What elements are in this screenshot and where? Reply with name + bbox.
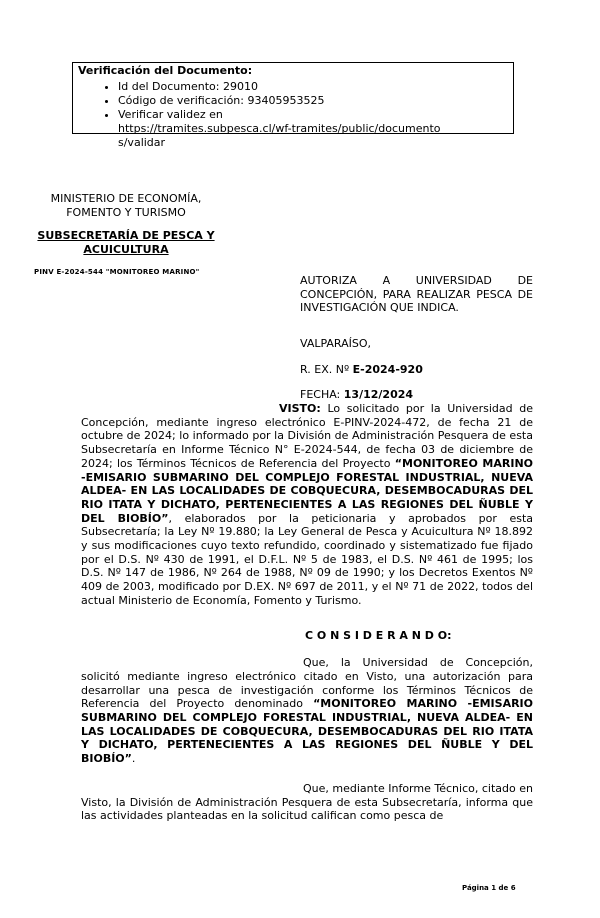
ministry-name-line1: MINISTERIO DE ECONOMÍA, [50, 192, 202, 205]
verification-item-document-id [118, 80, 512, 94]
verification-code-label: Código de verificación: [118, 94, 244, 107]
verification-list [78, 80, 512, 150]
ministry-name-line2: FOMENTO Y TURISMO [66, 206, 186, 219]
city-line: VALPARAÍSO, [300, 337, 372, 350]
considerando-heading: C O N S I D E R A N D O: [305, 628, 452, 642]
agency-name-line1: SUBSECRETARÍA DE PESCA Y [37, 229, 215, 242]
considerando-p1-intro: Que, la Universidad de Concepción, solicitó mediante ingreso electrónico citado en Visto, una autorización para desarrollar una pesca de investigación conforme los Términos Técnicos de Referencia del Proyecto denominado [81, 656, 533, 711]
considerando-p1-project-title: “MONITOREO MARINO -EMISARIO SUBMARINO DEL COMPLEJO FORESTAL INDUSTRIAL, NUEVA ALDEA- EN LAS LOCALIDADES DE COBQUECURA, DESEMBOCADURAS DEL RIO ITATA Y DICHATO, PERTENECIENTES A LAS REGIONES DEL ÑUBLE Y DEL BIOBÍO” [81, 697, 533, 766]
resolution-number-label: R. EX. Nº [300, 363, 350, 376]
resolution-number-value: E-2024-920 [352, 363, 423, 376]
visto-project-title: “MONITOREO MARINO -EMISARIO SUBMARINO DEL COMPLEJO FORESTAL INDUSTRIAL, NUEVA ALDEA- EN LAS LOCALIDADES DE COBQUECURA, DESEMBOCADURAS DEL RIO ITATA Y DICHATO, PERTENECIENTES A LAS REGIONES DEL ÑUBLE Y DEL BIOBÍO” [81, 456, 534, 525]
verify-validity-label: Verificar validez en [118, 108, 223, 121]
visto-intro-text: Lo solicitado por la Universidad de Concepción, mediante ingreso electrónico E-PINV-2024-472, de fecha 21 de octubre de 2024; lo informado por la División de Administración Pesquera de esta Subsecretaría en Informe Técnico N° E-2024-544, de fecha 03 de diciembre de 2024; los Términos Técnicos de Referencia del Proyecto [81, 402, 533, 470]
resolution-subject: AUTORIZA A UNIVERSIDAD DE CONCEPCIÓN, PARA REALIZAR PESCA DE INVESTIGACIÓN QUE INDICA. [300, 274, 533, 315]
verification-title: Verificación del Documento: [78, 64, 253, 77]
visto-label: VISTO: [279, 402, 321, 415]
agency-name-line2: ACUICULTURA [83, 243, 169, 256]
resolution-number-line [300, 363, 423, 376]
ministry-name [28, 192, 224, 220]
resolution-date-line [300, 388, 413, 401]
letterhead [28, 192, 224, 279]
verification-box [78, 63, 512, 150]
page-number-indicator: Página 1 de 6 [462, 884, 516, 892]
resolution-date-label: FECHA: [300, 388, 341, 401]
document-body [81, 402, 533, 823]
visto-outro-text: , elaborados por la peticionaria y aprobados por esta Subsecretaría; la Ley Nº 19.880; la Ley General de Pesca y Acuicultura Nº 18.892 y sus modificaciones cuyo texto refundido, coordinado y sistematizado fue fijado por el D.S. Nº 430 de 1991, el D.F.L. Nº 5 de 1983, el D.S. Nº 461 de 1995; los D.S. Nº 147 de 1986, Nº 264 de 1988, Nº 09 de 1990; y los Decretos Exentos Nº 409 de 2003, modificado por D.EX. Nº 697 de 2011, y el Nº 71 de 2022, todos del actual Ministerio de Economía, Fomento y Turismo. [81, 511, 533, 607]
verification-item-code [118, 94, 512, 108]
considerando-paragraph-1 [81, 656, 533, 766]
project-reference: PINV E-2024-544 "MONITOREO MARINO" [34, 268, 200, 276]
document-id-label: Id del Documento: [118, 80, 220, 93]
resolution-date-value: 13/12/2024 [343, 388, 414, 401]
verification-code-value: 93405953525 [247, 94, 325, 107]
verification-item-validity [118, 108, 512, 150]
agency-name [28, 229, 224, 257]
verification-url-link[interactable]: https://tramites.subpesca.cl/wf-tramites/public/documentos/validar [118, 122, 441, 149]
document-id-value: 29010 [222, 80, 258, 93]
visto-paragraph [81, 402, 533, 608]
considerando-p1-outro: . [131, 752, 136, 766]
considerando-paragraph-2: Que, mediante Informe Técnico, citado en Visto, la División de Administración Pesquera de esta Subsecretaría, informa que las actividades planteadas en la solicitud califican como pesca de [81, 781, 533, 823]
